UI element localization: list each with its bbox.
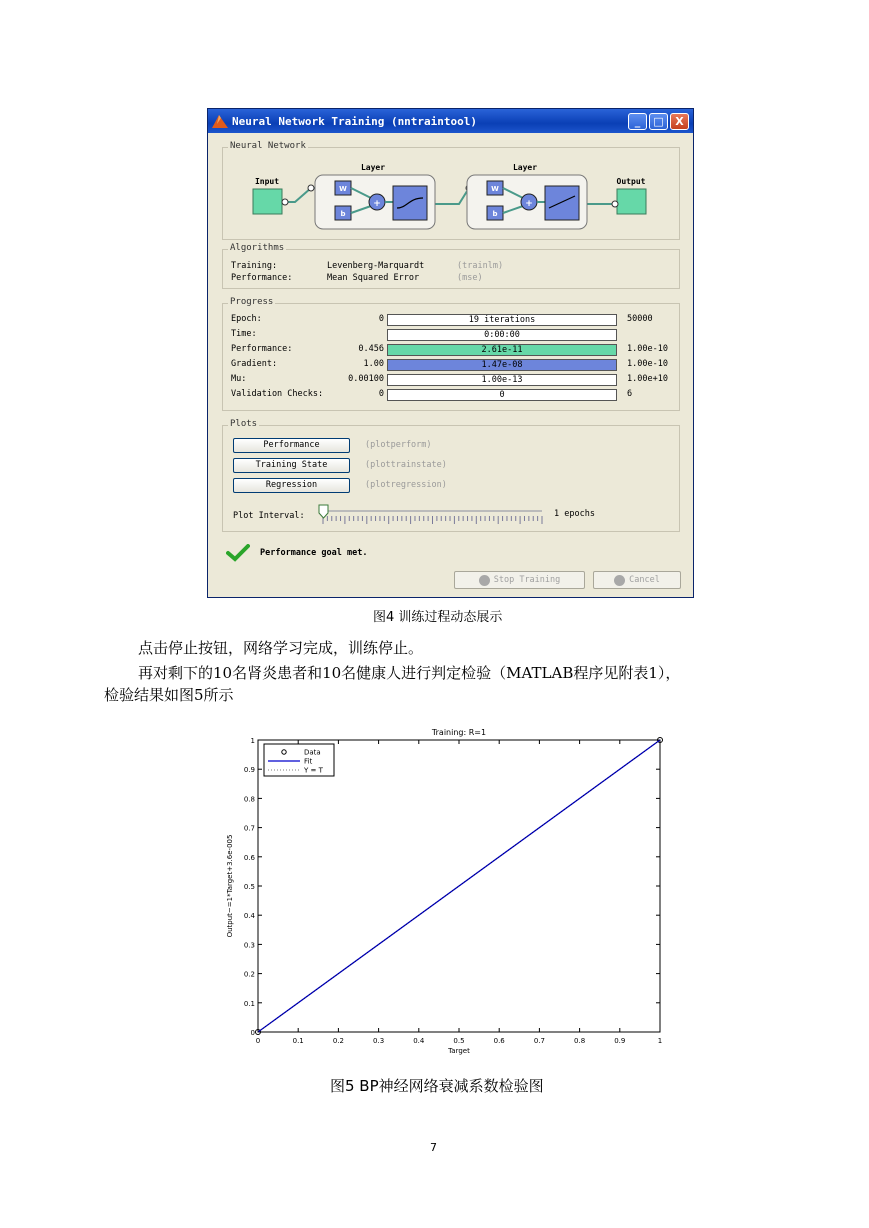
- y-tick-label: 0.4: [243, 912, 255, 921]
- nntraintool-window: [207, 108, 694, 598]
- output-label: Output: [616, 177, 646, 186]
- y-axis-label: Output~=1*Target+3.6e-005: [226, 834, 234, 938]
- progress-label: Epoch:: [231, 314, 262, 324]
- minimize-button[interactable]: _: [628, 113, 647, 130]
- progress-start: 0: [378, 389, 384, 399]
- maximize-button[interactable]: □: [649, 113, 668, 130]
- input-label: Input: [254, 177, 280, 186]
- y-tick-label: 0.1: [243, 999, 255, 1008]
- progress-label: Time:: [231, 329, 257, 339]
- progress-bar: 1.00e-13: [387, 374, 617, 386]
- plot-interval-value: 1 epochs: [554, 509, 595, 519]
- stop-training-button[interactable]: [454, 571, 585, 589]
- window-title: Neural Network Training (nntraintool): [232, 114, 478, 128]
- network-group: [222, 141, 680, 240]
- plots-section-label: Plots: [230, 419, 258, 429]
- x-tick-label: 0.8: [574, 1037, 586, 1045]
- y-tick-label: 0.5: [243, 883, 255, 891]
- progress-start: 0.00100: [348, 374, 384, 384]
- output-box: [617, 189, 646, 214]
- legend-box: [264, 744, 334, 776]
- y-tick-label: 0: [250, 1029, 255, 1037]
- progress-row: [231, 344, 671, 357]
- x-axis-label: Target: [448, 1047, 470, 1055]
- plot-trainstate-button[interactable]: Training State: [233, 458, 350, 473]
- x-tick-label: 0: [255, 1037, 261, 1045]
- progress-label: Validation Checks:: [231, 389, 324, 399]
- stop-icon: [479, 575, 490, 586]
- cancel-label: Cancel: [629, 575, 660, 585]
- x-tick-label: 0.6: [493, 1037, 505, 1045]
- progress-row: [231, 389, 671, 402]
- x-tick-label: 0.2: [332, 1037, 344, 1045]
- x-tick-label: 0.1: [292, 1037, 304, 1045]
- progress-start: 0.456: [358, 344, 384, 354]
- slider-thumb: [319, 505, 328, 518]
- x-tick-label: 1: [657, 1037, 663, 1045]
- svg-text:+: +: [373, 199, 381, 209]
- plot-interval-label: Plot Interval:: [233, 511, 305, 521]
- paragraph-1: 点击停止按钮，网络学习完成，训练停止。: [138, 639, 424, 657]
- progress-end: 1.00e+10: [627, 374, 668, 384]
- chart-title: Training: R=1: [431, 728, 487, 737]
- progress-start: 1.00: [363, 359, 384, 369]
- svg-text:b: b: [492, 210, 498, 218]
- legend-label: Fit: [304, 757, 313, 766]
- progress-row: [231, 359, 671, 372]
- progress-label: Gradient:: [231, 359, 278, 369]
- input-box: [253, 189, 282, 214]
- progress-end: 1.00e-10: [627, 359, 668, 369]
- network-diagram: [223, 148, 679, 239]
- y-tick-label: 0.8: [243, 795, 255, 804]
- y-tick-label: 0.9: [243, 766, 255, 775]
- progress-label: Mu:: [231, 374, 247, 384]
- x-tick-label: 0.5: [453, 1037, 465, 1045]
- cancel-button[interactable]: [593, 571, 681, 589]
- progress-end: 50000: [627, 314, 653, 324]
- progress-bar: 2.61e-11: [387, 344, 617, 356]
- plot-performance-button[interactable]: Performance: [233, 438, 350, 453]
- performance-label: Performance:: [231, 273, 293, 283]
- status-text: Performance goal met.: [260, 548, 368, 558]
- training-label: Training:: [231, 261, 278, 271]
- layer2-label: Layer: [512, 163, 538, 172]
- paragraph-2-line2: 检验结果如图5所示: [104, 686, 234, 704]
- check-icon: [226, 544, 250, 562]
- legend-label: Y = T: [304, 766, 323, 775]
- progress-end: 6: [627, 389, 633, 399]
- y-tick-label: 0.3: [243, 941, 255, 950]
- y-tick-label: 1: [250, 737, 255, 745]
- paragraph-2-line1: 再对剩下的10名肾炎患者和10名健康人进行判定检验（MATLAB程序见附表1），: [138, 664, 681, 682]
- x-tick-label: 0.9: [614, 1037, 626, 1045]
- progress-bar: 0:00:00: [387, 329, 617, 341]
- progress-group: [222, 297, 680, 411]
- regression-chart: [220, 722, 670, 1057]
- algorithms-section-label: Algorithms: [230, 243, 285, 253]
- cancel-icon: [614, 575, 625, 586]
- x-tick-label: 0.3: [373, 1037, 385, 1045]
- x-tick-label: 0.7: [533, 1037, 545, 1045]
- title-bar[interactable]: [208, 109, 693, 133]
- training-value: Levenberg-Marquardt: [327, 261, 425, 271]
- svg-text:b: b: [340, 210, 346, 218]
- plot-interval-slider[interactable]: [317, 504, 547, 526]
- close-button[interactable]: X: [670, 113, 689, 130]
- performance-value: Mean Squared Error: [327, 273, 420, 283]
- y-tick-label: 0.6: [243, 853, 255, 862]
- progress-bar: 1.47e-08: [387, 359, 617, 371]
- training-code: (trainlm): [457, 261, 504, 271]
- progress-label: Performance:: [231, 344, 293, 354]
- figure5-caption: 图5 BP神经网络衰减系数检验图: [330, 1077, 544, 1095]
- svg-text:W: W: [339, 185, 347, 193]
- progress-row: [231, 374, 671, 387]
- algorithms-group: [222, 243, 680, 289]
- performance-code: (mse): [457, 273, 483, 283]
- matlab-icon: [212, 114, 228, 128]
- progress-end: 1.00e-10: [627, 344, 668, 354]
- stop-training-label: Stop Training: [493, 575, 561, 585]
- progress-bar: 19 iterations: [387, 314, 617, 326]
- progress-start: 0: [378, 314, 384, 324]
- plot-regression-button[interactable]: Regression: [233, 478, 350, 493]
- progress-row: [231, 314, 671, 327]
- plot-regression-desc: (plotregression): [365, 480, 447, 490]
- transfer2-box: [545, 186, 579, 220]
- y-tick-label: 0.7: [243, 824, 255, 833]
- figure4-caption: 图4 训练过程动态展示: [373, 610, 503, 625]
- progress-section-label: Progress: [230, 297, 274, 307]
- layer1-label: Layer: [360, 163, 386, 172]
- transfer1-box: [393, 186, 427, 220]
- y-tick-label: 0.2: [243, 970, 255, 979]
- plots-group: [222, 419, 680, 532]
- x-tick-label: 0.4: [413, 1037, 425, 1045]
- network-section-label: Neural Network: [230, 141, 306, 151]
- plot-trainstate-desc: (plottrainstate): [365, 460, 447, 470]
- svg-text:+: +: [525, 199, 533, 209]
- legend-label: Data: [304, 748, 321, 757]
- page-number: 7: [430, 1141, 437, 1154]
- svg-text:W: W: [491, 185, 499, 193]
- plot-performance-desc: (plotperform): [365, 440, 432, 450]
- progress-row: [231, 329, 671, 342]
- progress-bar: 0: [387, 389, 617, 401]
